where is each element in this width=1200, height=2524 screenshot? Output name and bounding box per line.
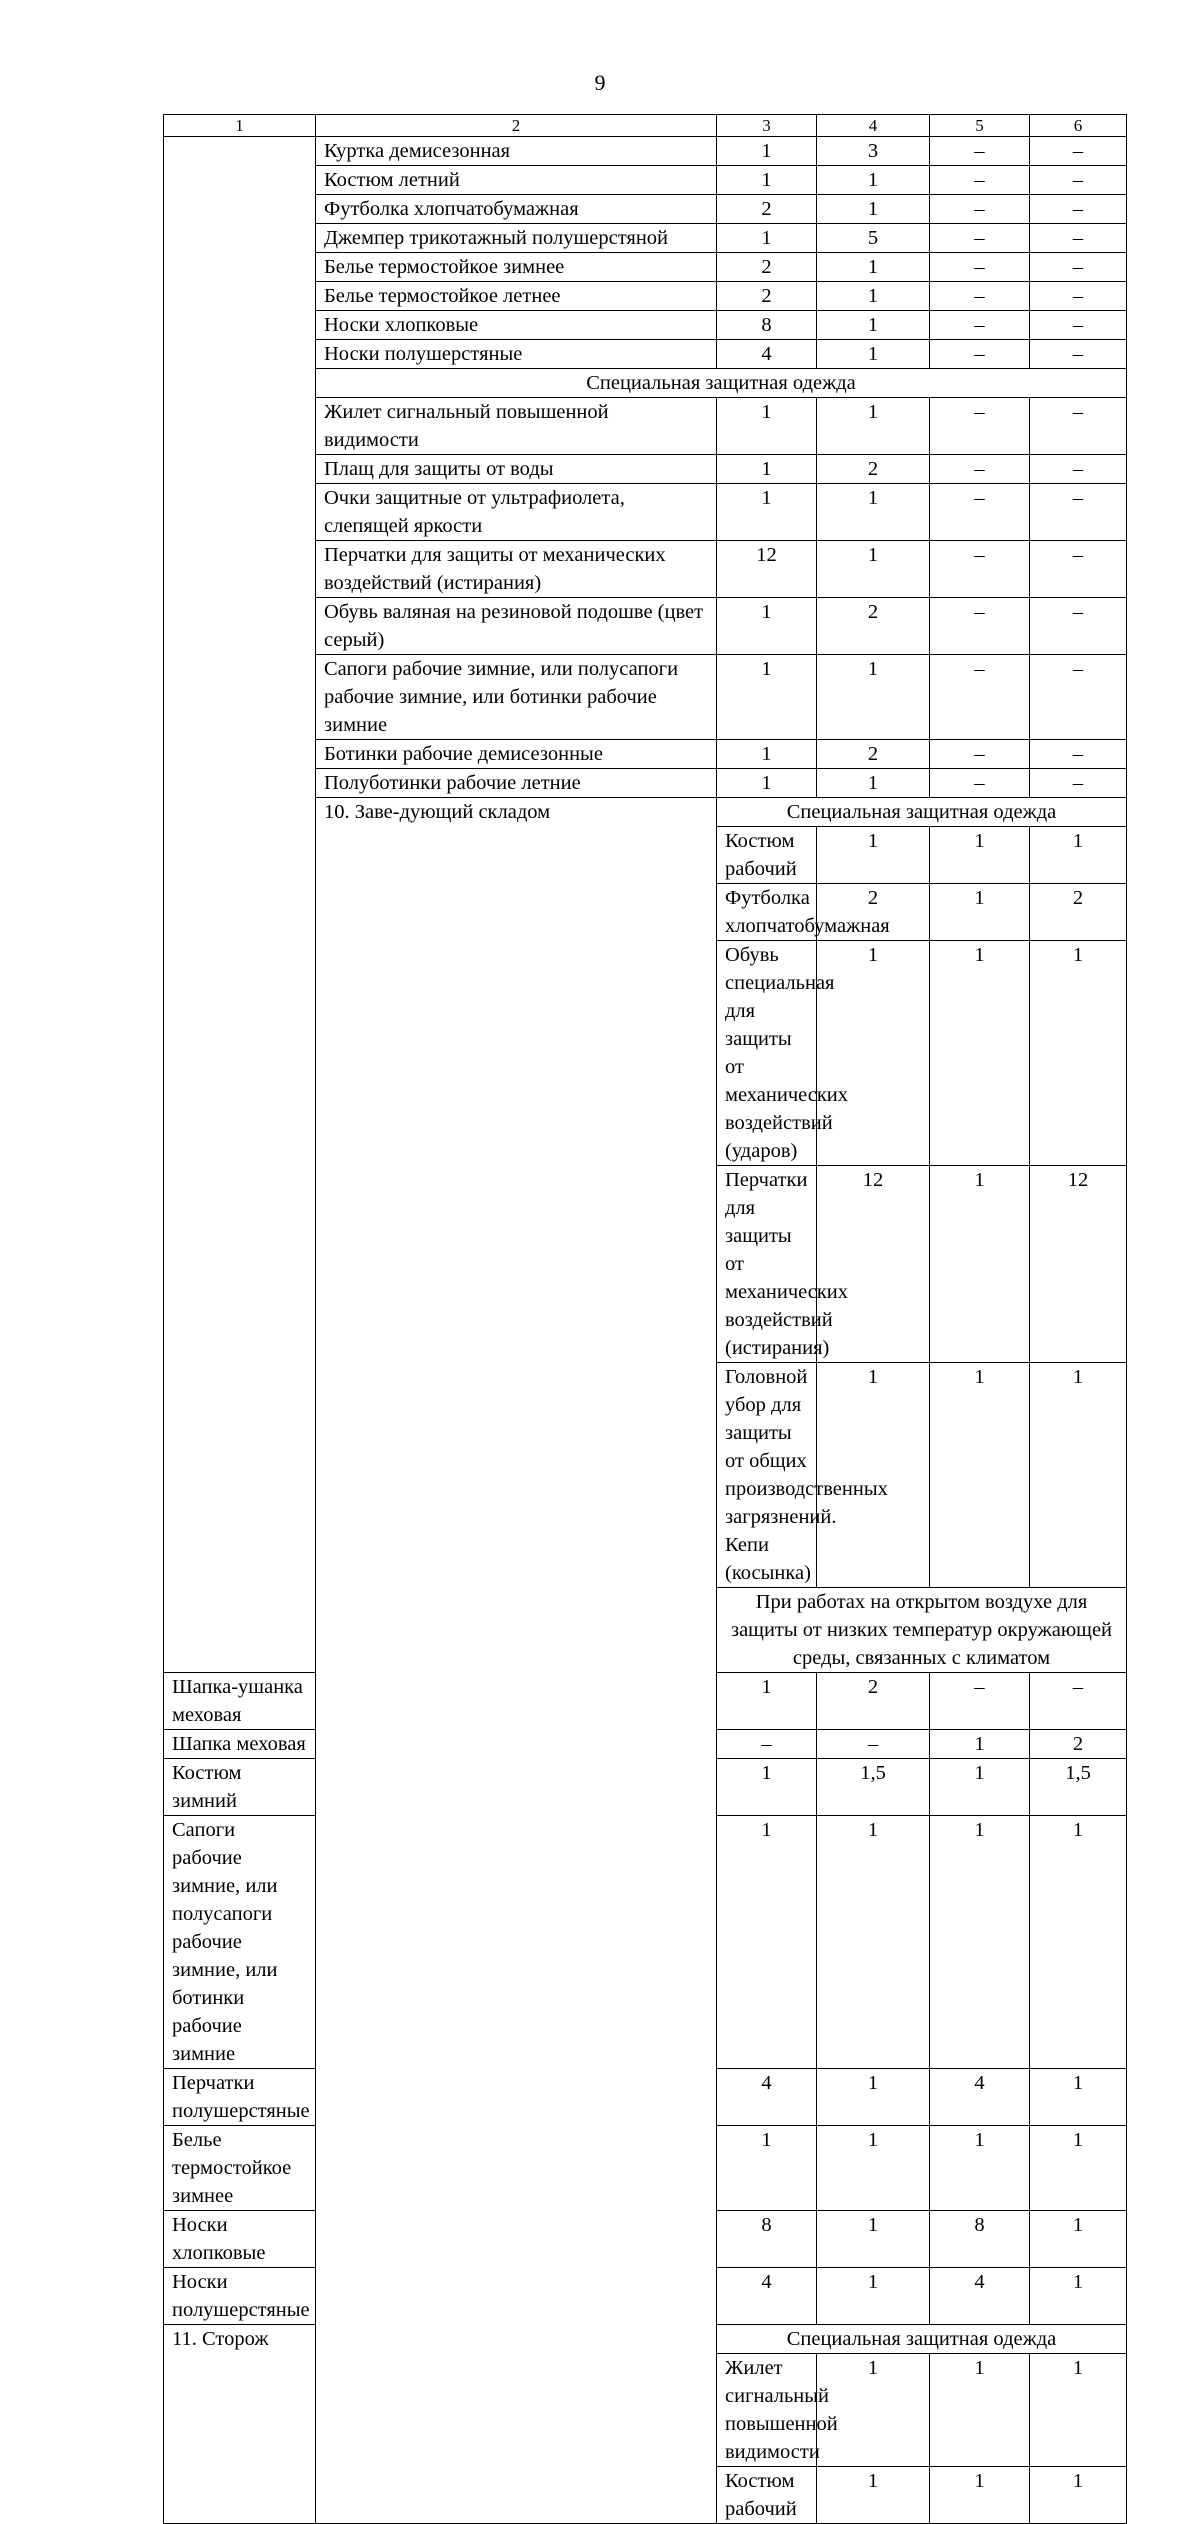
item-name: Жилет сигнальный повышенной видимости [316, 398, 717, 455]
value-col-6: – [1030, 195, 1127, 224]
value-col-4: 1 [817, 2268, 930, 2325]
page-number: 9 [594, 70, 606, 95]
value-col-5: 1 [1030, 827, 1127, 884]
value-col-5: – [930, 1673, 1030, 1730]
value-col-3: 4 [717, 2069, 817, 2126]
value-col-4: – [817, 1730, 930, 1759]
value-col-3: 2 [717, 282, 817, 311]
value-col-4: 1 [817, 253, 930, 282]
value-col-4: 2 [817, 455, 930, 484]
value-col-6: – [1030, 655, 1127, 740]
value-col-3: 8 [717, 311, 817, 340]
value-col-5: – [930, 769, 1030, 798]
value-col-3: 1 [717, 655, 817, 740]
item-name: Белье термостойкое зимнее [316, 253, 717, 282]
column-number: 5 [930, 115, 1030, 137]
value-col-5: 2 [1030, 884, 1127, 941]
value-col-5: – [930, 340, 1030, 369]
value-col-6: 1 [1030, 1816, 1127, 2069]
value-col-5: – [930, 655, 1030, 740]
value-col-3: 1 [817, 941, 930, 1166]
value-col-6: – [1030, 311, 1127, 340]
value-col-3: 2 [817, 884, 930, 941]
item-name: Костюм рабочий [717, 827, 817, 884]
item-name: Перчатки полушерстяные [164, 2069, 316, 2126]
table-row [164, 137, 1127, 166]
value-col-3: 1 [717, 769, 817, 798]
item-name: Шапка меховая [164, 1730, 316, 1759]
column-number: 3 [717, 115, 817, 137]
value-col-5: 4 [930, 2069, 1030, 2126]
value-col-6: – [1030, 340, 1127, 369]
value-col-3: 1 [717, 2126, 817, 2211]
value-col-4: 1 [930, 2354, 1030, 2467]
column-number: 2 [316, 115, 717, 137]
item-name: Носки хлопковые [316, 311, 717, 340]
item-name: Обувь специальная для защиты от механических воздействий (ударов) [717, 941, 817, 1166]
item-name: Костюм рабочий [717, 2467, 817, 2524]
value-col-5: – [930, 311, 1030, 340]
item-name: Сапоги рабочие зимние, или полусапоги рабочие зимние, или ботинки рабочие зимние [316, 655, 717, 740]
value-col-6: – [1030, 740, 1127, 769]
value-col-3: 12 [717, 541, 817, 598]
value-col-5: 12 [1030, 1166, 1127, 1363]
value-col-5: 1 [1030, 2354, 1127, 2467]
value-col-6: 1 [1030, 2268, 1127, 2325]
value-col-6: – [1030, 769, 1127, 798]
value-col-6: – [1030, 541, 1127, 598]
value-col-6: 2 [1030, 1730, 1127, 1759]
value-col-5: – [930, 253, 1030, 282]
value-col-4: 1,5 [817, 1759, 930, 1816]
value-col-4: 1 [930, 2467, 1030, 2524]
value-col-3: 1 [717, 1673, 817, 1730]
value-col-4: 1 [930, 1166, 1030, 1363]
value-col-6: – [1030, 398, 1127, 455]
value-col-5: – [930, 224, 1030, 253]
item-name: Головной убор для защиты от общих производственных загрязнений. Кепи (косынка) [717, 1363, 817, 1588]
value-col-3: 1 [717, 137, 817, 166]
value-col-4: 1 [930, 941, 1030, 1166]
value-col-3: 1 [717, 598, 817, 655]
value-col-5: – [930, 137, 1030, 166]
value-col-4: 1 [817, 398, 930, 455]
value-col-6: 1 [1030, 2126, 1127, 2211]
profession-cell [164, 137, 316, 1673]
value-col-5: 1 [1030, 941, 1127, 1166]
profession-cell: 10. Заве-дующий складом [316, 798, 717, 2524]
value-col-4: 1 [817, 484, 930, 541]
value-col-6: 1 [1030, 2211, 1127, 2268]
item-name: Жилет сигнальный повышенной видимости [717, 2354, 817, 2467]
value-col-4: 1 [817, 1816, 930, 2069]
value-col-5: 1 [930, 1759, 1030, 1816]
item-name: Футболка хлопчатобумажная [717, 884, 817, 941]
value-col-5: – [930, 195, 1030, 224]
value-col-4: 1 [817, 2211, 930, 2268]
value-col-5: 4 [930, 2268, 1030, 2325]
value-col-6: – [1030, 224, 1127, 253]
value-col-4: 1 [930, 884, 1030, 941]
section-heading: При работах на открытом воздухе для защиты от низких температур окружающей среды, связанных с климатом [717, 1588, 1127, 1673]
item-name: Носки полушерстяные [164, 2268, 316, 2325]
value-col-3: 1 [817, 1363, 930, 1588]
value-col-6: 1 [1030, 2069, 1127, 2126]
value-col-3: 1 [817, 827, 930, 884]
value-col-3: 8 [717, 2211, 817, 2268]
value-col-5: – [930, 282, 1030, 311]
value-col-6: – [1030, 484, 1127, 541]
value-col-3: – [717, 1730, 817, 1759]
value-col-3: 2 [717, 195, 817, 224]
item-name: Куртка демисезонная [316, 137, 717, 166]
item-name: Носки полушерстяные [316, 340, 717, 369]
value-col-5: 1 [930, 2126, 1030, 2211]
value-col-5: – [930, 398, 1030, 455]
value-col-3: 1 [817, 2354, 930, 2467]
value-col-3: 1 [817, 2467, 930, 2524]
item-name: Обувь валяная на резиновой подошве (цвет серый) [316, 598, 717, 655]
item-name: Сапоги рабочие зимние, или полусапоги рабочие зимние, или ботинки рабочие зимние [164, 1816, 316, 2069]
value-col-4: 1 [817, 2126, 930, 2211]
value-col-6: – [1030, 166, 1127, 195]
column-number: 6 [1030, 115, 1127, 137]
section-heading: Специальная защитная одежда [316, 369, 1127, 398]
value-col-5: – [930, 541, 1030, 598]
section-heading: Специальная защитная одежда [717, 2325, 1127, 2354]
value-col-4: 1 [817, 311, 930, 340]
value-col-5: 1 [930, 1730, 1030, 1759]
value-col-5: – [930, 598, 1030, 655]
item-name: Носки хлопковые [164, 2211, 316, 2268]
value-col-4: 1 [817, 195, 930, 224]
value-col-5: 1 [930, 1816, 1030, 2069]
value-col-5: 1 [1030, 1363, 1127, 1588]
item-name: Шапка-ушанка меховая [164, 1673, 316, 1730]
value-col-3: 4 [717, 2268, 817, 2325]
item-name: Перчатки для защиты от механических воздействий (истирания) [717, 1166, 817, 1363]
value-col-3: 1 [717, 455, 817, 484]
value-col-4: 1 [930, 827, 1030, 884]
value-col-4: 3 [817, 137, 930, 166]
item-name: Футболка хлопчатобумажная [316, 195, 717, 224]
item-name: Перчатки для защиты от механических воздействий (истирания) [316, 541, 717, 598]
value-col-3: 1 [717, 166, 817, 195]
value-col-4: 1 [930, 1363, 1030, 1588]
item-name: Белье термостойкое летнее [316, 282, 717, 311]
value-col-4: 2 [817, 1673, 930, 1730]
item-name: Костюм зимний [164, 1759, 316, 1816]
value-col-3: 1 [717, 1759, 817, 1816]
value-col-3: 1 [717, 1816, 817, 2069]
value-col-4: 1 [817, 2069, 930, 2126]
item-name: Ботинки рабочие демисезонные [316, 740, 717, 769]
value-col-5: – [930, 740, 1030, 769]
value-col-4: 1 [817, 282, 930, 311]
value-col-6: – [1030, 253, 1127, 282]
value-col-5: – [930, 455, 1030, 484]
value-col-3: 12 [817, 1166, 930, 1363]
value-col-4: 5 [817, 224, 930, 253]
value-col-3: 4 [717, 340, 817, 369]
value-col-5: 1 [1030, 2467, 1127, 2524]
column-number-row [164, 115, 1127, 137]
item-name: Джемпер трикотажный полушерстяной [316, 224, 717, 253]
value-col-3: 1 [717, 484, 817, 541]
value-col-6: – [1030, 455, 1127, 484]
value-col-6: 1,5 [1030, 1759, 1127, 1816]
value-col-4: 2 [817, 598, 930, 655]
column-number: 4 [817, 115, 930, 137]
value-col-4: 1 [817, 769, 930, 798]
value-col-6: – [1030, 598, 1127, 655]
column-number: 1 [164, 115, 316, 137]
item-name: Полуботинки рабочие летние [316, 769, 717, 798]
value-col-4: 2 [817, 740, 930, 769]
value-col-5: – [930, 484, 1030, 541]
value-col-6: – [1030, 137, 1127, 166]
value-col-4: 1 [817, 166, 930, 195]
value-col-5: – [930, 166, 1030, 195]
profession-cell: 11. Сторож [164, 2325, 316, 2524]
item-name: Очки защитные от ультрафиолета, слепящей яркости [316, 484, 717, 541]
protective-clothing-table [163, 114, 1127, 2524]
section-heading: Специальная защитная одежда [717, 798, 1127, 827]
item-name: Костюм летний [316, 166, 717, 195]
value-col-3: 2 [717, 253, 817, 282]
value-col-4: 1 [817, 541, 930, 598]
value-col-5: 8 [930, 2211, 1030, 2268]
value-col-6: – [1030, 282, 1127, 311]
value-col-3: 1 [717, 398, 817, 455]
value-col-6: – [1030, 1673, 1127, 1730]
item-name: Плащ для защиты от воды [316, 455, 717, 484]
value-col-3: 1 [717, 740, 817, 769]
value-col-4: 1 [817, 655, 930, 740]
value-col-4: 1 [817, 340, 930, 369]
value-col-3: 1 [717, 224, 817, 253]
item-name: Белье термостойкое зимнее [164, 2126, 316, 2211]
